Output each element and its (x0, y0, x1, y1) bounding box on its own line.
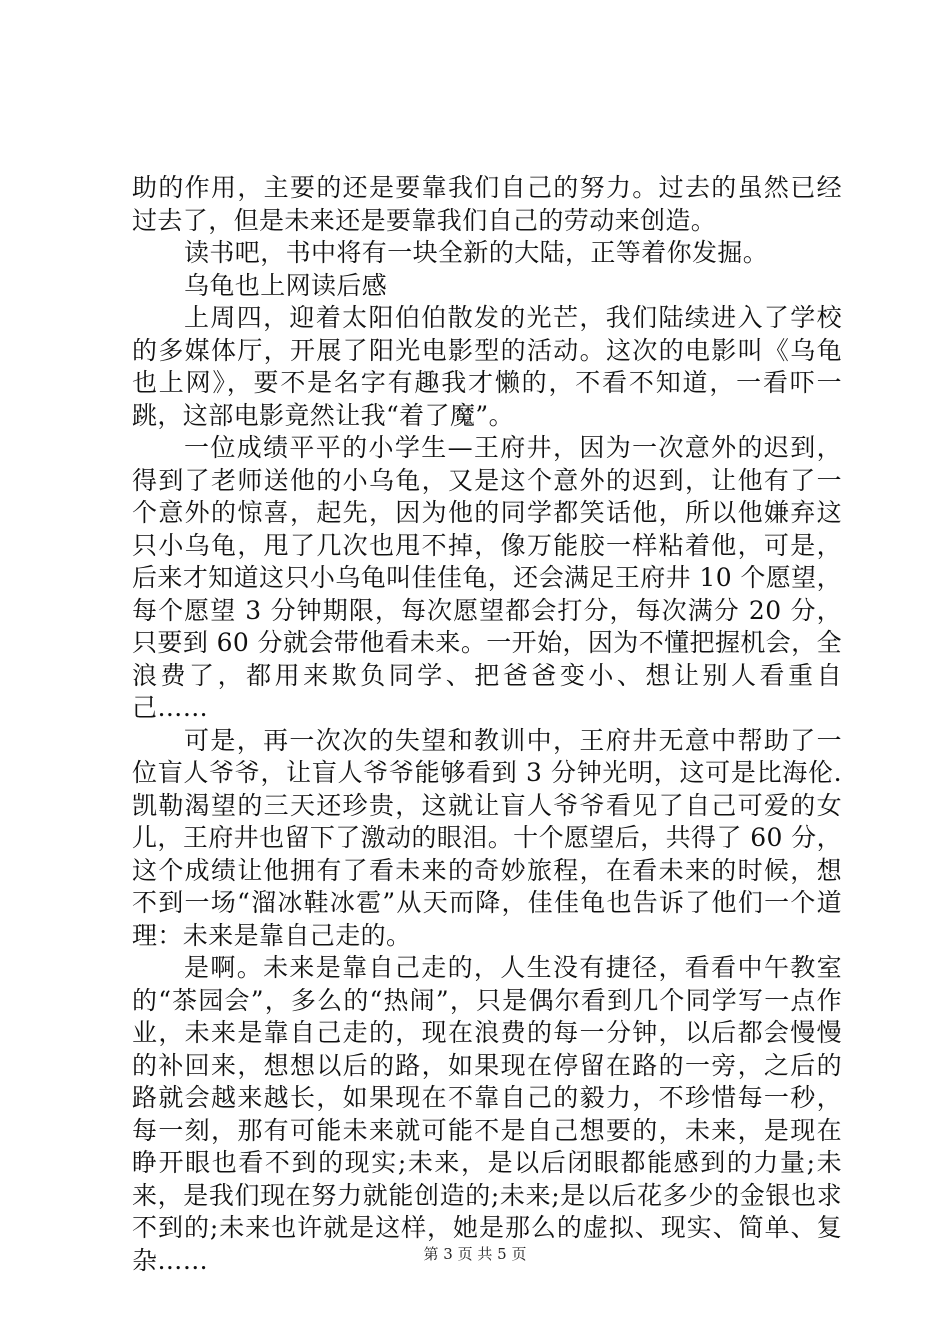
paragraph: 一位成绩平平的小学生—王府井，因为一次意外的迟到，得到了老师送他的小乌龟，又是这个意外的迟到，让他有了一个意外的惊喜，起先，因为他的同学都笑话他，所以他嫌弃这只小乌龟，甩了几次也甩不掉，像万能胶一样粘着他，可是，后来才知道这只小乌龟叫佳佳龟，还会满足王府井 10 个愿望，每个愿望 3 分钟期限，每次愿望都会打分，每次满分 20 分，只要到 60 分就会带他看未来。一开始，因为不懂把握机会，全浪费了，都用来欺负同学、把爸爸变小、想让别人看重自己…… (132, 433, 842, 722)
paragraph: 是啊。未来是靠自己走的，人生没有捷径，看看中午教室的“茶园会”，多么的“热闹”，只是偶尔看到几个同学写一点作业，未来是靠自己走的，现在浪费的每一分钟，以后都会慢慢的补回来，想想以后的路，如果现在停留在路的一旁，之后的路就会越来越长，如果现在不靠自己的毅力，不珍惜每一秒，每一刻，那有可能未来就可能不是自己想要的，未来，是现在睁开眼也看不到的现实;未来，是以后闭眼都能感到的力量;未来，是我们现在努力就能创造的;未来;是以后花多少的金银也求不到的;未来也许就是这样，她是那么的虚拟、现实、简单、复杂…… (132, 953, 842, 1275)
section-heading: 乌龟也上网读后感 (184, 270, 388, 300)
paragraph: 读书吧，书中将有一块全新的大陆，正等着你发掘。 (184, 238, 769, 267)
page-number-footer: 第 3 页 共 5 页 (423, 1245, 527, 1263)
paragraph: 可是，再一次次的失望和教训中，王府井无意中帮助了一位盲人爷爷，让盲人爷爷能够看到 3 分钟光明，这可是比海伦.凯勒渴望的三天还珍贵，这就让盲人爷爷看见了自己可爱的女儿，王府井也留下了激动的眼泪。十个愿望后，共得了 60 分，这个成绩让他拥有了看未来的奇妙旅程，在看未来的时候，想不到一场“溜冰鞋冰雹”从天而降，佳佳龟也告诉了他们一个道理：未来是靠自己走的。 (132, 725, 842, 950)
document-body (132, 172, 842, 1277)
paragraph: 上周四，迎着太阳伯伯散发的光芒，我们陆续进入了学校的多媒体厅，开展了阳光电影型的活动。这次的电影叫《乌龟也上网》，要不是名字有趣我才懒的，不看不知道，一看吓一跳，这部电影竟然让我“着了魔”。 (132, 303, 842, 430)
paragraph: 助的作用，主要的还是要靠我们自己的努力。过去的虽然已经过去了，但是未来还是要靠我们自己的劳动来创造。 (132, 173, 842, 235)
